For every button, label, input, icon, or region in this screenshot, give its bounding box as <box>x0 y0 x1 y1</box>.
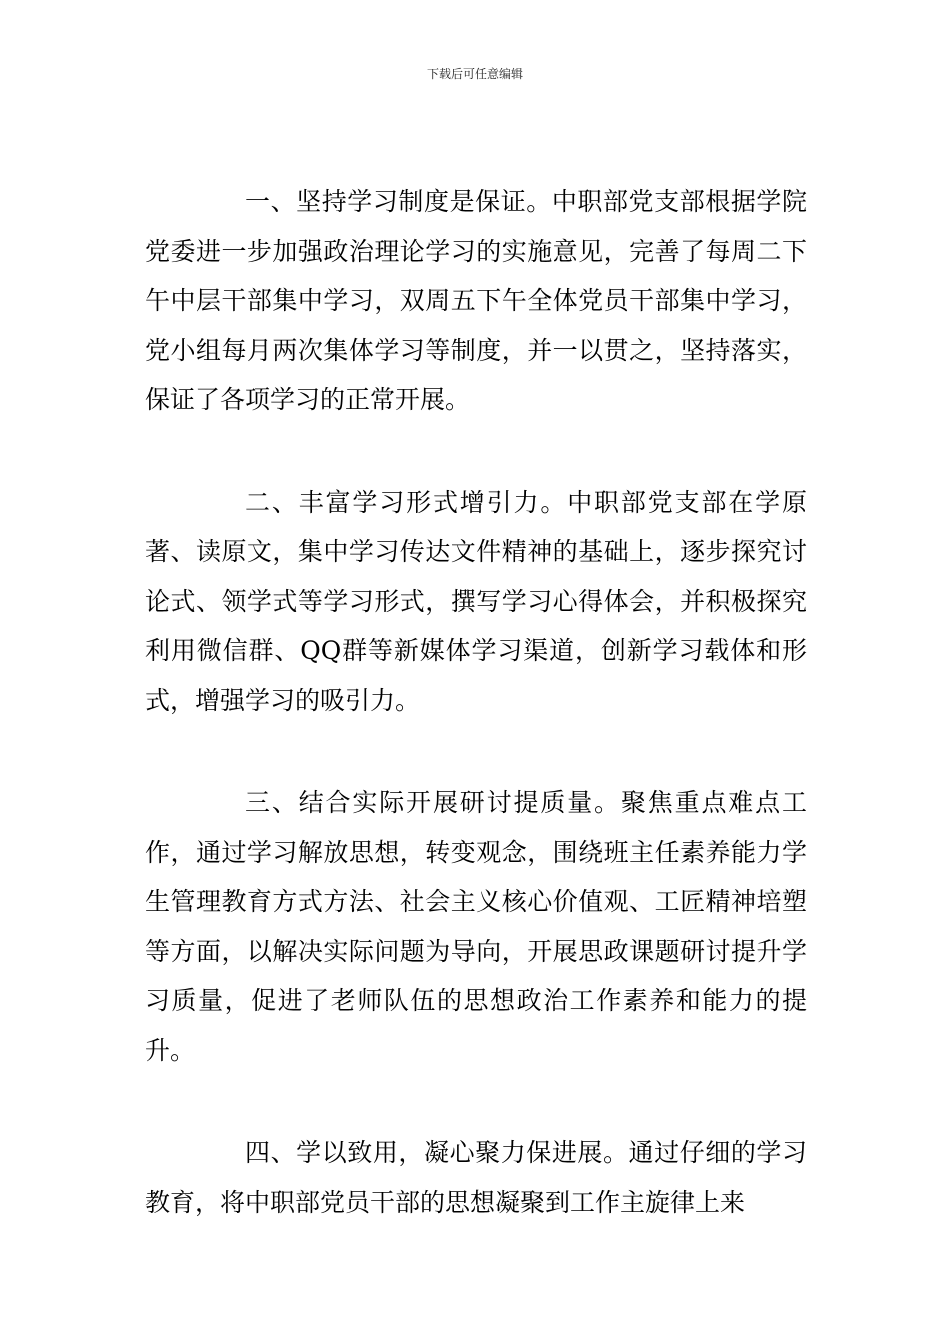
paragraph-1: 一、坚持学习制度是保证。中职部党支部根据学院党委进一步加强政治理论学习的实施意见，完善了每周二下午中层干部集中学习，双周五下午全体党员干部集中学习，党小组每月两次集体学习等制度，并一以贯之，坚持落实，保证了各项学习的正常开展。 <box>145 187 807 414</box>
paragraph-3: 三、结合实际开展研讨提质量。聚焦重点难点工作，通过学习解放思想，转变观念，围绕班主任素养能力学生管理教育方式方法、社会主义核心价值观、工匠精神培塑等方面，以解决实际问题为导向，开展思政课题研讨提升学习质量，促进了老师队伍的思想政治工作素养和能力的提升。 <box>145 788 807 1065</box>
page-header-note: 下载后可任意编辑 <box>426 67 523 81</box>
paragraph-4: 四、学以致用，凝心聚力保进展。通过仔细的学习教育，将中职部党员干部的思想凝聚到工作主旋律上来 <box>145 1138 807 1217</box>
paragraph-2: 二、丰富学习形式增引力。中职部党支部在学原著、读原文，集中学习传达文件精神的基础上，逐步探究讨论式、领学式等学习形式，撰写学习心得体会，并积极探究利用微信群、QQ群等新媒体学习渠道，创新学习载体和形式，增强学习的吸引力。 <box>145 487 807 715</box>
document-body <box>145 177 807 1227</box>
